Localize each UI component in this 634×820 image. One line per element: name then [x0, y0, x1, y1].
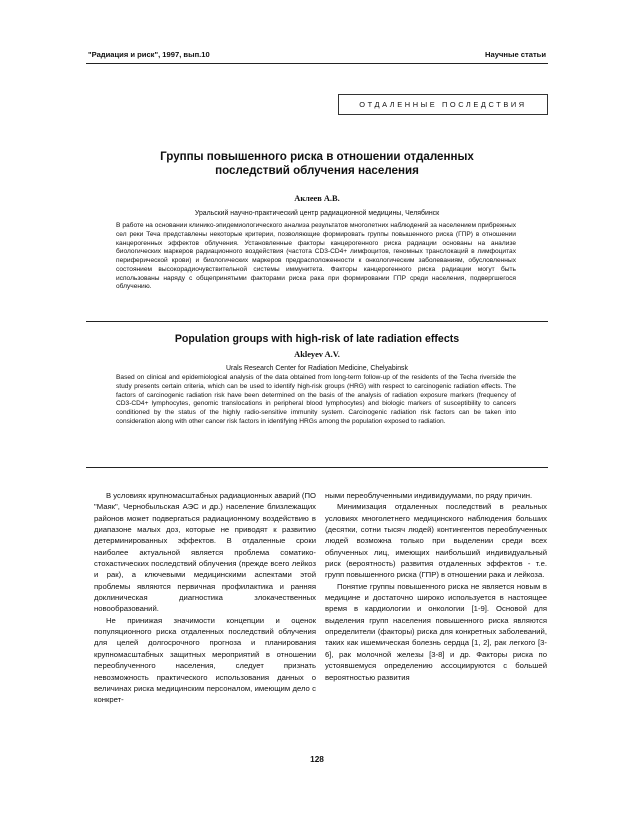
abstract-en: Based on clinical and epidemiological analysis of the data obtained from long-term follow-up of the residents of the Techa riverside the study presents certain criteria, which can be used to identify high-risk groups (HRG) with respect to carcinogenic radiation effects. The factors of carcinogenic radiation risk have been determined on the basis of the analysis of radiation exposure markers (frequency of CD3-CD4+ lymphocytes, genomic translocations in peripheral blood lymphocytes) and biologic markers of susceptibility to cancers conditioned by the status of the highly radio-sensitive immunity system. Carcinogenic radiation risk factors can be taken into consideration along with other cancer risk factors in identifying HRGs among the population exposed to radiation.	[116, 374, 516, 425]
title-ru-line1: Группы повышенного риска в отношении отдаленных	[160, 150, 474, 163]
section-type-header: Научные статьи	[485, 50, 546, 59]
journal-header: "Радиация и риск", 1997, вып.10	[88, 50, 210, 59]
title-ru	[86, 150, 548, 178]
header-rule	[86, 63, 548, 64]
body-column-right	[325, 490, 547, 683]
paragraph: Не принижая значимости концепции и оценок популяционного риска отдаленных последствий облучения для целей долгосрочного прогноза и планирования крупномасштабных защитных мероприятий в отношении переоблученного населения, следует признать невозможность практического использования данных о величинах риска медицинским персоналом, имеющим дело с конкрет-	[94, 615, 316, 705]
abstract-divider	[86, 321, 548, 322]
institution-ru: Уральский научно-практический центр радиационной медицины, Челябинск	[194, 210, 440, 217]
paragraph: В условиях крупномасштабных радиационных аварий (ПО "Маяк", Чернобыльская АЭС и др.) население близлежащих районов может подвергаться радиационному воздействию в диапазоне малых доз, которые не приводят к развитию детерминированных эффектов. В отдаленные сроки наиболее актуальной является проблема соматико-стохастических последствий облучения (прежде всего лейкоз и рак), а ключевыми медицинскими аспектами этой проблемы являются первичная профилактика и ранняя доклиническая диагностика злокачественных новообразований.	[94, 491, 316, 614]
body-divider	[86, 467, 548, 468]
institution-en: Urals Research Center for Radiation Medicine, Chelyabinsk	[226, 365, 408, 372]
paragraph: ными переоблученными индивидуумами, по ряду причин.	[325, 491, 533, 500]
abstract-ru: В работе на основании клинико-эпидемиологического анализа результатов многолетних наблюдений за населением прибрежных сел реки Теча представлены некоторые критерии, позволяющие формировать группы повышенного риска (ГПР) в отношении канцерогенных эффектов облучения. Установленные факторы канцерогенного риска радиации основаны на анализе биологических маркеров радиационного воздействия (частота CD3-CD4+ лимфоцитов, геномных транслокаций в лимфоцитах периферической крови) и биологических маркеров предрасположенности к онкологическим заболеваниям, обусловленных состоянием высокорадиочувствительной системы иммунитета. Факторы канцерогенного риска радиации могут быть использованы наряду с общепринятыми факторами риска рака при формировании ГПР среди населения, подвергшегося облучению.	[116, 222, 516, 291]
paragraph: Минимизация отдаленных последствий в реальных условиях многолетнего медицинского наблюдения больших (десятки, сотни тысяч людей) контингентов переоблученных людей возможна только при выделении среди всех облученных лиц, имеющих наибольший индивидуальный риск (вероятность) развития отдаленных эффектов - т.е. групп повышенного риска (ГПР) в отношении рака и лейкоза.	[325, 502, 547, 580]
title-en: Population groups with high-risk of late radiation effects	[174, 333, 460, 345]
paragraph: Понятие группы повышенного риска не является новым в медицине и достаточно широко используется в настоящее время в кардиологии и онкологии [1-9]. Основой для выделения групп населения повышенного риска являются определители (факторы) риска для конкретных заболеваний, таких как ишемическая болезнь сердца [1, 2], рак легкого [3-6], рак молочной железы [3-8] и др. Факторы риска по устоявшемуся определению ассоциируются с большей вероятностью развития	[325, 581, 547, 682]
title-ru-line2: последствий облучения населения	[215, 164, 419, 177]
page-number: 128	[310, 754, 324, 764]
author-en: Akleyev A.V.	[294, 350, 340, 359]
author-ru: Аклеев А.В.	[294, 194, 340, 203]
section-label: ОТДАЛЕННЫЕ ПОСЛЕДСТВИЯ	[338, 94, 548, 115]
body-column-left	[94, 490, 316, 706]
